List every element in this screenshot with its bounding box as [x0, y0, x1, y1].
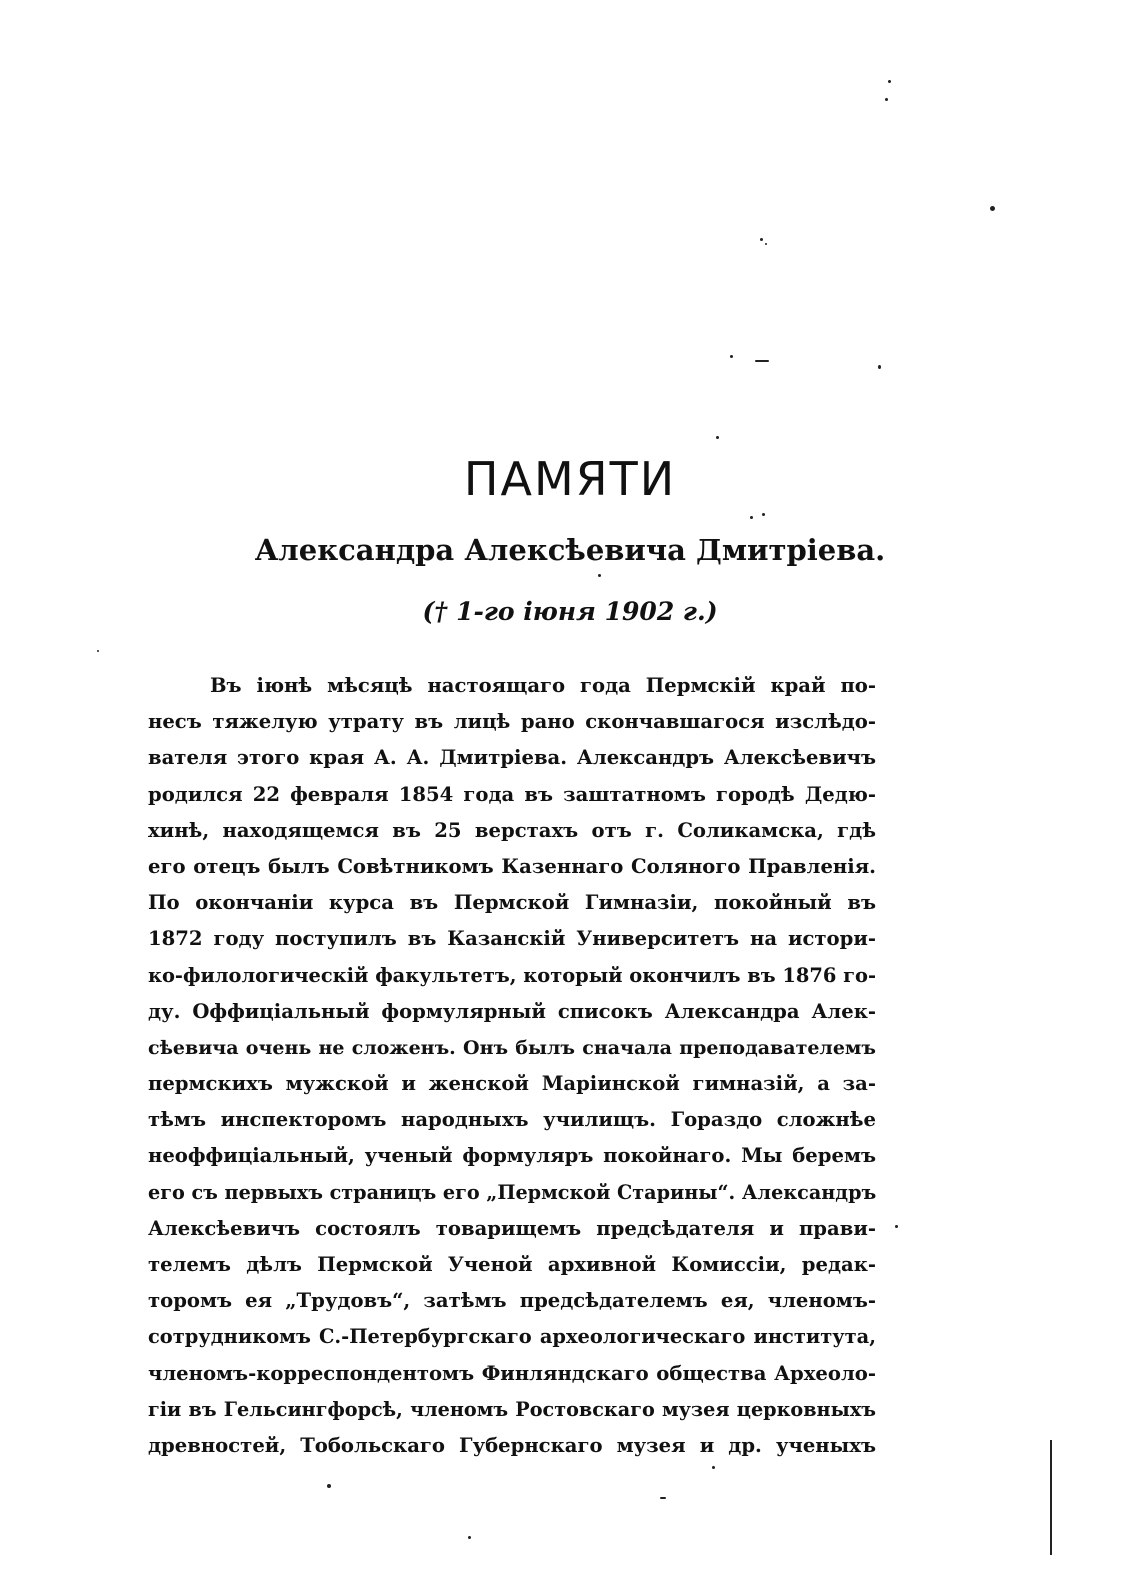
page-title: ПАМЯТИ [463, 452, 677, 506]
text-line: Алексѣевичъ состоялъ товарищемъ предсѣдателя и прави- [148, 1216, 876, 1240]
text-line: пермскихъ мужской и женской Маріинской гимназій, а за- [148, 1072, 876, 1096]
scan-speck [888, 80, 891, 83]
text-line: вателя этого края А. А. Дмитріева. Александръ Алексѣевичъ [148, 746, 876, 770]
scan-speck [750, 516, 753, 519]
text-line: сотрудникомъ С.-Петербургскаго археологическаго института, [148, 1325, 876, 1349]
scan-speck [765, 243, 767, 245]
scan-speck [878, 365, 881, 369]
memorial-name: Александра Алексѣевича Дмитріева. [254, 533, 886, 567]
scan-speck [660, 1497, 666, 1499]
scan-speck [990, 206, 995, 211]
text-line: хинѣ, находящемся въ 25 верстахъ отъ г. Соликамска, гдѣ [148, 818, 876, 842]
scan-edge-line [1050, 1440, 1052, 1555]
text-line: гіи въ Гельсингфорсѣ, членомъ Ростовскаго музея церковныхъ [148, 1397, 876, 1421]
text-line: торомъ ея „Трудовъ“, затѣмъ предсѣдателемъ ея, членомъ- [148, 1289, 876, 1313]
text-line: древностей, Тобольскаго Губернскаго музея и др. ученыхъ [148, 1433, 876, 1457]
text-line: тѣмъ инспекторомъ народныхъ училищъ. Гораздо сложнѣе [148, 1108, 876, 1132]
body-paragraph [148, 668, 876, 1464]
text-line: телемъ дѣлъ Пермской Ученой архивной Комиссіи, редак- [148, 1253, 876, 1276]
scan-speck [598, 574, 601, 577]
text-line: его отецъ былъ Совѣтникомъ Казеннаго Соляного Правленія. [148, 854, 876, 878]
text-line: ду. Оффиціальный формулярный списокъ Александра Алек- [148, 999, 876, 1023]
text-line: неоффиціальный, ученый формуляръ покойнаго. Мы беремъ [148, 1144, 876, 1168]
scan-speck [730, 355, 733, 358]
text-line: его съ первыхъ страницъ его „Пермской Старины“. Александръ [148, 1180, 876, 1204]
text-line: По окончаніи курса въ Пермской Гимназіи, покойный въ [148, 891, 876, 915]
scan-speck [762, 513, 765, 516]
scan-speck [760, 238, 763, 241]
death-date: († 1-го іюня 1902 г.) [422, 597, 718, 626]
scan-speck [755, 360, 769, 362]
scan-speck [468, 1536, 471, 1539]
text-line: сѣевича очень не сложенъ. Онъ былъ сначала преподавателемъ [148, 1036, 876, 1059]
text-line: Въ іюнѣ мѣсяцѣ настоящаго года Пермскій край по- [210, 674, 876, 697]
scan-speck [716, 436, 719, 439]
scan-speck [712, 1466, 715, 1469]
scan-speck [97, 650, 99, 652]
text-line: 1872 году поступилъ въ Казанскій Университетъ на истори- [148, 927, 876, 951]
text-line: ко-филологическій факультетъ, который окончилъ въ 1876 го- [148, 963, 876, 987]
scan-speck [327, 1484, 331, 1488]
text-line: членомъ-корреспондентомъ Финляндскаго общества Археоло- [148, 1361, 876, 1385]
text-line: родился 22 февраля 1854 года въ заштатномъ городѣ Дедю- [148, 782, 876, 806]
scan-speck [885, 98, 888, 101]
text-line: несъ тяжелую утрату въ лицѣ рано скончавшагося изслѣдо- [148, 710, 876, 734]
scan-speck [895, 1225, 898, 1228]
